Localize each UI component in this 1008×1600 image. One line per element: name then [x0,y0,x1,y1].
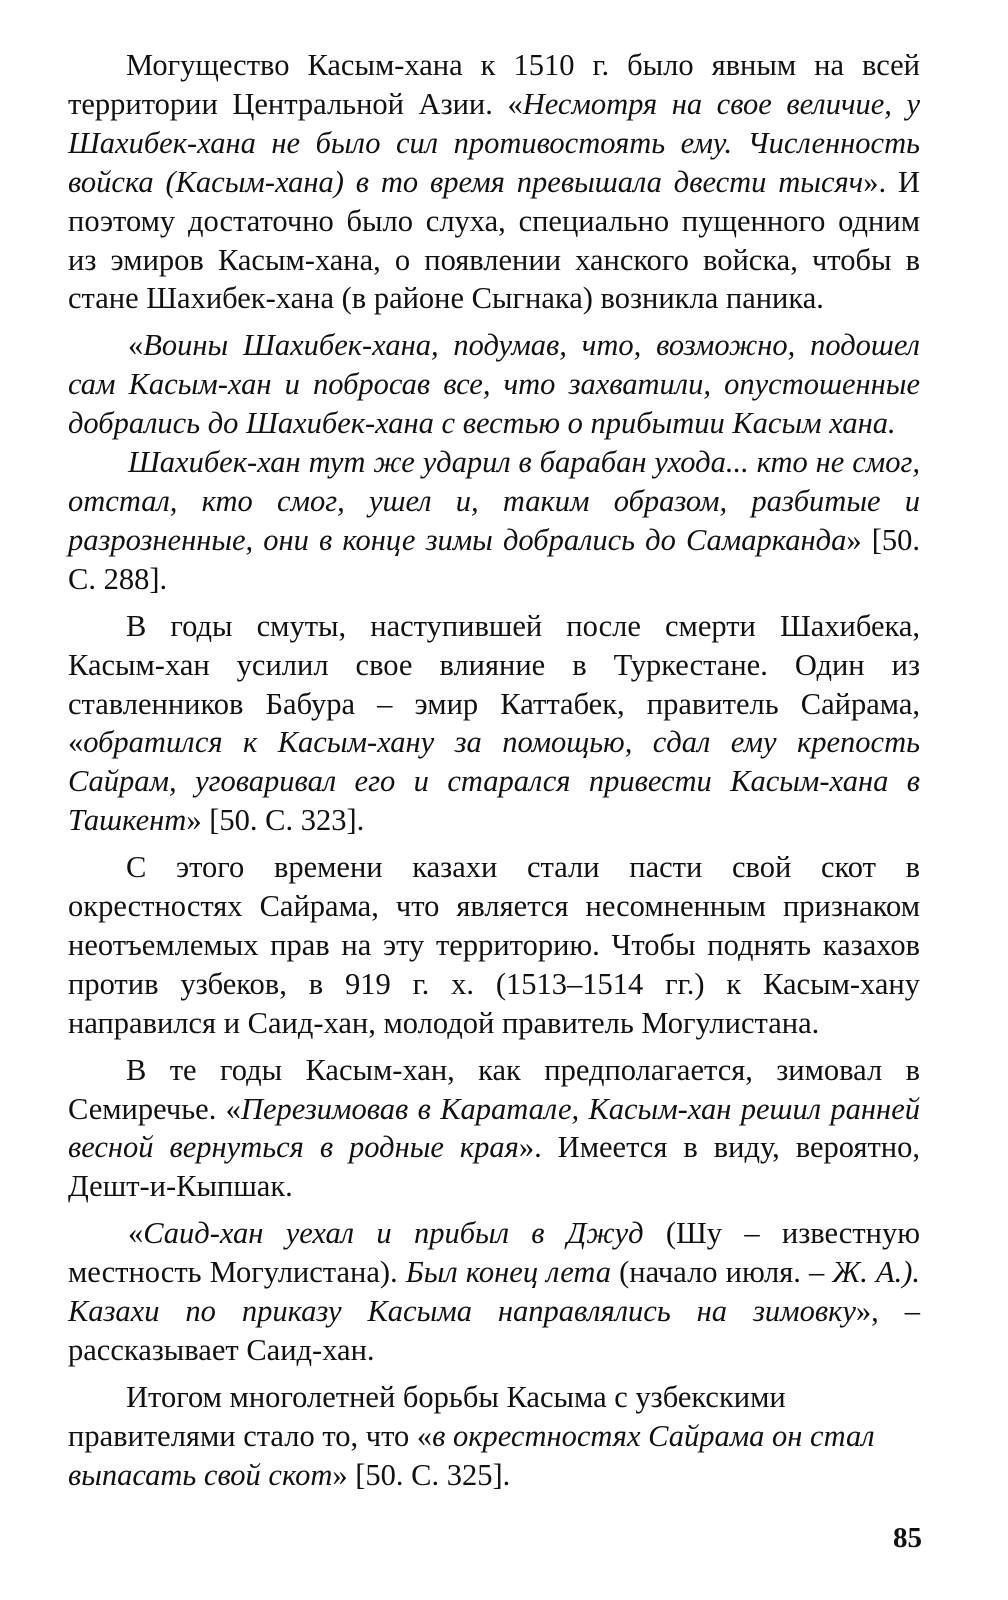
text-run: Итогом многолетней борьбы Касыма с узбекскими правителями стало то, что « [68,1379,786,1453]
paragraph-1 [68,46,920,318]
quote-run: Был конец лета [405,1255,612,1290]
quote-run: обратился к Касым-хану за помощью, сдал ему крепость Сайрам, уговаривал его и старался привести Касым-хана в Ташкент [68,725,920,838]
page-number: 85 [893,1522,922,1554]
text-run: С этого времени казахи стали пасти свой скот в окрестностях Сайрама, что является несомненным признаком неотъемлемых прав на эту территорию. Чтобы поднять казахов против узбеков, в 919 г. х. (1513–1514 гг.) к Касым-хану направился и Саид-хан, молодой правитель Могулистана. [68,850,920,1040]
text-run: », – рассказывает Саид-хан. [68,1294,920,1367]
text-run: Могущество Касым-хана к 1510 г. было явным на всей территории Центральной Азии. « [68,48,920,121]
paragraph-3 [68,443,920,599]
paragraph-4 [68,607,920,840]
text-run: » [50. С. 288]. [68,522,920,596]
text-run: » [50. С. 323]. [186,803,365,838]
book-page [68,46,920,1503]
text-run: (Шу – известную местность Могулистана). [68,1216,920,1290]
paragraph-6 [68,1051,920,1207]
quote-run: Воины Шахибек-хана, подумав, что, возможно, подошел сам Касым-хан и побросав все, что захватили, опустошенные добрались до Шахибек-хана с вестью о прибытии Касым хана. [68,328,920,441]
text-run: « [128,328,144,363]
quote-run: в окрестностях Сайрама он стал выпасать свой скот [68,1418,875,1492]
paragraph-8 [68,1378,920,1495]
text-run: ». И поэтому достаточно было слуха, специально пущенного одним из эмиров Касым-хана, о появлении ханского войска, чтобы в стане Шахибек-хана (в районе Сыгнака) возникла паника. [68,164,920,316]
quote-run: Шахибек-хан тут же ударил в барабан ухода... кто не смог, отстал, кто смог, ушел и, таким образом, разбитые и разрозненные, они в конце зимы добрались до Самарканда [68,445,920,557]
paragraph-7 [68,1214,920,1370]
text-run: « [128,1216,144,1251]
text-run: » [50. С. 325]. [332,1457,511,1492]
quote-run: Несмотря на свое величие, у Шахибек-хана не было сил противостоять ему. Численность войска (Касым-хана) в то время превышала двести тысяч [68,86,921,199]
text-run: В годы смуты, наступившей после смерти Шахибека, Касым-хан усилил свое влияние в Туркестане. Один из ставленников Бабура – эмир Каттабек, правитель Сайрама, « [68,608,920,760]
text-run: (начало июля. – [611,1255,833,1290]
quote-run: Перезимовав в Каратале, Касым-хан решил ранней весной вернуться в родные края [68,1091,920,1165]
paragraph-2 [68,326,920,443]
paragraph-5 [68,848,920,1043]
quote-run: Саид-хан уехал и прибыл в Джуд [143,1216,644,1251]
text-run: ». Имеется в виду, вероятно, Дешт-и-Кыпшак. [68,1130,920,1204]
text-run: В те годы Касым-хан, как предполагается, зимовал в Семиречье. « [68,1052,920,1126]
quote-run: Ж. А.). Казахи по приказу Касыма направлялись на зимовку [68,1255,921,1329]
